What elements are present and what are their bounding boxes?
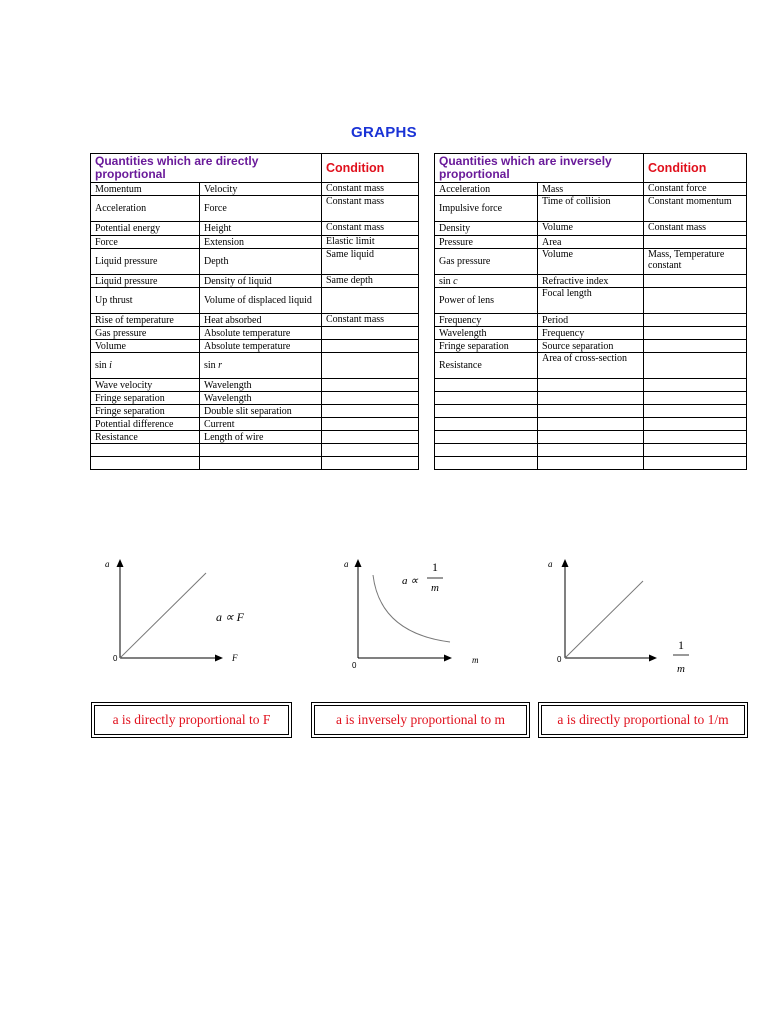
- column-gap: [419, 327, 435, 340]
- inverse-quantity-a: Resistance: [435, 353, 538, 379]
- inverse-condition: [644, 444, 747, 457]
- table-row: [91, 431, 747, 444]
- direct-condition: Constant mass: [322, 222, 419, 236]
- inverse-condition: [644, 353, 747, 379]
- column-gap: [419, 457, 435, 470]
- direct-quantity-a: Gas pressure: [91, 327, 200, 340]
- direct-quantity-b: Depth: [200, 249, 322, 275]
- inverse-condition: [644, 431, 747, 444]
- x-axis-numerator: 1: [678, 638, 684, 652]
- column-gap: [419, 249, 435, 275]
- inverse-quantity-b: [538, 431, 644, 444]
- inverse-quantity-a: [435, 379, 538, 392]
- direct-quantity-b: Absolute temperature: [200, 327, 322, 340]
- column-gap: [419, 353, 435, 379]
- relation-prefix: a ∝: [402, 575, 419, 587]
- direct-condition: [322, 457, 419, 470]
- column-gap: [419, 444, 435, 457]
- table-row: [91, 314, 747, 327]
- column-gap: [419, 222, 435, 236]
- inverse-quantity-b: Frequency: [538, 327, 644, 340]
- direct-condition: [322, 405, 419, 418]
- column-gap: [419, 431, 435, 444]
- inverse-quantity-b: Time of collision: [538, 196, 644, 222]
- direct-condition: [322, 327, 419, 340]
- inverse-quantity-a: [435, 457, 538, 470]
- table-row: [91, 379, 747, 392]
- column-gap: [419, 314, 435, 327]
- caption-text: a is directly proportional to F: [94, 705, 289, 735]
- direct-quantity-a: Fringe separation: [91, 405, 200, 418]
- direct-header: Quantities which are directly proportional: [91, 154, 322, 183]
- inverse-quantity-b: Source separation: [538, 340, 644, 353]
- graph-a-vs-f: [100, 555, 270, 670]
- direct-condition: [322, 418, 419, 431]
- direct-quantity-a: Force: [91, 236, 200, 249]
- table-header-row: [91, 154, 747, 183]
- inverse-quantity-a: [435, 444, 538, 457]
- inverse-quantity-a: Density: [435, 222, 538, 236]
- graph-a-vs-1-over-m: [545, 555, 715, 680]
- y-axis-label: a: [548, 559, 553, 569]
- inverse-quantity-a: [435, 418, 538, 431]
- direct-quantity-b: Double slit separation: [200, 405, 322, 418]
- inverse-quantity-b: Area: [538, 236, 644, 249]
- inverse-quantity-b: Volume: [538, 249, 644, 275]
- column-gap: [419, 154, 435, 183]
- caption-text: a is directly proportional to 1/m: [541, 705, 745, 735]
- y-axis-label: a: [344, 559, 349, 569]
- inverse-quantity-a: Fringe separation: [435, 340, 538, 353]
- inverse-quantity-a: Power of lens: [435, 288, 538, 314]
- direct-quantity-b: Velocity: [200, 183, 322, 196]
- inverse-condition: [644, 288, 747, 314]
- column-gap: [419, 379, 435, 392]
- direct-condition: Constant mass: [322, 196, 419, 222]
- direct-condition: [322, 444, 419, 457]
- direct-quantity-a: sin i: [91, 353, 200, 379]
- origin-label: 0: [557, 655, 562, 664]
- column-gap: [419, 340, 435, 353]
- direct-condition: [322, 392, 419, 405]
- direct-quantity-b: Current: [200, 418, 322, 431]
- x-axis-denominator: m: [677, 663, 685, 675]
- direct-quantity-a: Rise of temperature: [91, 314, 200, 327]
- direct-quantity-a: Fringe separation: [91, 392, 200, 405]
- table-row: [91, 353, 747, 379]
- direct-quantity-b: Force: [200, 196, 322, 222]
- direct-condition: [322, 288, 419, 314]
- column-gap: [419, 275, 435, 288]
- table-row: [91, 249, 747, 275]
- inverse-condition: Constant mass: [644, 222, 747, 236]
- inverse-quantity-b: [538, 418, 644, 431]
- table-row: [91, 183, 747, 196]
- inverse-quantity-a: Pressure: [435, 236, 538, 249]
- table-row: [91, 340, 747, 353]
- inverse-quantity-a: [435, 392, 538, 405]
- direct-quantity-a: Potential difference: [91, 418, 200, 431]
- direct-quantity-a: Volume: [91, 340, 200, 353]
- inverse-condition: Constant force: [644, 183, 747, 196]
- caption-direct-1-over-m: [538, 702, 748, 738]
- column-gap: [419, 392, 435, 405]
- inverse-quantity-a: Acceleration: [435, 183, 538, 196]
- direct-quantity-a: Momentum: [91, 183, 200, 196]
- direct-quantity-b: [200, 444, 322, 457]
- inverse-quantity-b: [538, 444, 644, 457]
- relation-denominator: m: [431, 582, 439, 594]
- proportionality-table: [90, 153, 747, 470]
- inverse-quantity-b: Volume: [538, 222, 644, 236]
- direct-condition: [322, 353, 419, 379]
- inverse-condition: [644, 340, 747, 353]
- direct-condition-header: Condition: [322, 154, 419, 183]
- column-gap: [419, 418, 435, 431]
- table-row: [91, 222, 747, 236]
- inverse-quantity-a: Gas pressure: [435, 249, 538, 275]
- inverse-quantity-b: Area of cross-section: [538, 353, 644, 379]
- inverse-condition: [644, 418, 747, 431]
- caption-inverse-m: [311, 702, 530, 738]
- inverse-condition: [644, 405, 747, 418]
- direct-condition: Constant mass: [322, 314, 419, 327]
- page-title: GRAPHS: [351, 124, 417, 141]
- direct-quantity-a: [91, 457, 200, 470]
- inverse-condition: [644, 327, 747, 340]
- table-row: [91, 327, 747, 340]
- inverse-quantity-b: Mass: [538, 183, 644, 196]
- direct-quantity-b: Extension: [200, 236, 322, 249]
- y-axis-arrow-icon: [562, 559, 569, 567]
- column-gap: [419, 405, 435, 418]
- x-axis-arrow-icon: [215, 655, 223, 662]
- direct-quantity-a: [91, 444, 200, 457]
- direct-quantity-b: sin r: [200, 353, 322, 379]
- inverse-quantity-a: Impulsive force: [435, 196, 538, 222]
- inverse-condition: [644, 457, 747, 470]
- inverse-quantity-a: Frequency: [435, 314, 538, 327]
- direct-quantity-b: [200, 457, 322, 470]
- direct-condition: Elastic limit: [322, 236, 419, 249]
- table-row: [91, 275, 747, 288]
- inverse-quantity-b: [538, 405, 644, 418]
- inverse-condition: Constant momentum: [644, 196, 747, 222]
- direct-quantity-a: Resistance: [91, 431, 200, 444]
- direct-condition: [322, 379, 419, 392]
- inverse-quantity-b: Focal length: [538, 288, 644, 314]
- direct-quantity-b: Density of liquid: [200, 275, 322, 288]
- column-gap: [419, 196, 435, 222]
- origin-label: 0: [113, 654, 118, 663]
- table-row: [91, 444, 747, 457]
- inverse-quantity-b: Period: [538, 314, 644, 327]
- inverse-condition: Mass, Temperature constant: [644, 249, 747, 275]
- direct-condition: Constant mass: [322, 183, 419, 196]
- direct-quantity-a: Up thrust: [91, 288, 200, 314]
- direct-quantity-b: Heat absorbed: [200, 314, 322, 327]
- y-axis-label: a: [105, 559, 110, 569]
- x-axis-arrow-icon: [444, 655, 452, 662]
- linear-line: [120, 573, 206, 658]
- table-row: [91, 418, 747, 431]
- direct-quantity-a: Potential energy: [91, 222, 200, 236]
- table-row: [91, 288, 747, 314]
- table-row: [91, 392, 747, 405]
- inverse-condition: [644, 275, 747, 288]
- inverse-quantity-b: [538, 457, 644, 470]
- table-row: [91, 405, 747, 418]
- column-gap: [419, 183, 435, 196]
- direct-condition: Same liquid: [322, 249, 419, 275]
- relation-numerator: 1: [432, 560, 438, 574]
- linear-line: [565, 581, 643, 658]
- direct-quantity-b: Height: [200, 222, 322, 236]
- inverse-quantity-b: [538, 379, 644, 392]
- inverse-condition: [644, 392, 747, 405]
- direct-quantity-b: Wavelength: [200, 392, 322, 405]
- origin-label: 0: [352, 661, 357, 670]
- inverse-condition: [644, 314, 747, 327]
- direct-condition: Same depth: [322, 275, 419, 288]
- direct-quantity-b: Length of wire: [200, 431, 322, 444]
- direct-condition: [322, 340, 419, 353]
- table-row: [91, 457, 747, 470]
- y-axis-arrow-icon: [355, 559, 362, 567]
- table-row: [91, 236, 747, 249]
- column-gap: [419, 288, 435, 314]
- inverse-condition-header: Condition: [644, 154, 747, 183]
- column-gap: [419, 236, 435, 249]
- direct-quantity-a: Acceleration: [91, 196, 200, 222]
- table-row: [91, 196, 747, 222]
- graph-a-vs-m: [338, 555, 508, 675]
- direct-quantity-a: Liquid pressure: [91, 249, 200, 275]
- direct-quantity-a: Wave velocity: [91, 379, 200, 392]
- direct-condition: [322, 431, 419, 444]
- inverse-condition: [644, 379, 747, 392]
- direct-quantity-b: Wavelength: [200, 379, 322, 392]
- inverse-quantity-a: Wavelength: [435, 327, 538, 340]
- inverse-quantity-a: [435, 431, 538, 444]
- inverse-quantity-a: [435, 405, 538, 418]
- y-axis-arrow-icon: [117, 559, 124, 567]
- x-axis-label: m: [472, 655, 479, 665]
- inverse-condition: [644, 236, 747, 249]
- caption-direct-f: [91, 702, 292, 738]
- caption-text: a is inversely proportional to m: [314, 705, 527, 735]
- inverse-quantity-b: Refractive index: [538, 275, 644, 288]
- x-axis-arrow-icon: [649, 655, 657, 662]
- inverse-quantity-b: [538, 392, 644, 405]
- relation-label: a ∝ F: [216, 610, 244, 624]
- x-axis-label: F: [232, 653, 238, 663]
- direct-quantity-b: Volume of displaced liquid: [200, 288, 322, 314]
- inverse-header: Quantities which are inversely proportional: [435, 154, 644, 183]
- inverse-quantity-a: sin c: [435, 275, 538, 288]
- direct-quantity-a: Liquid pressure: [91, 275, 200, 288]
- direct-quantity-b: Absolute temperature: [200, 340, 322, 353]
